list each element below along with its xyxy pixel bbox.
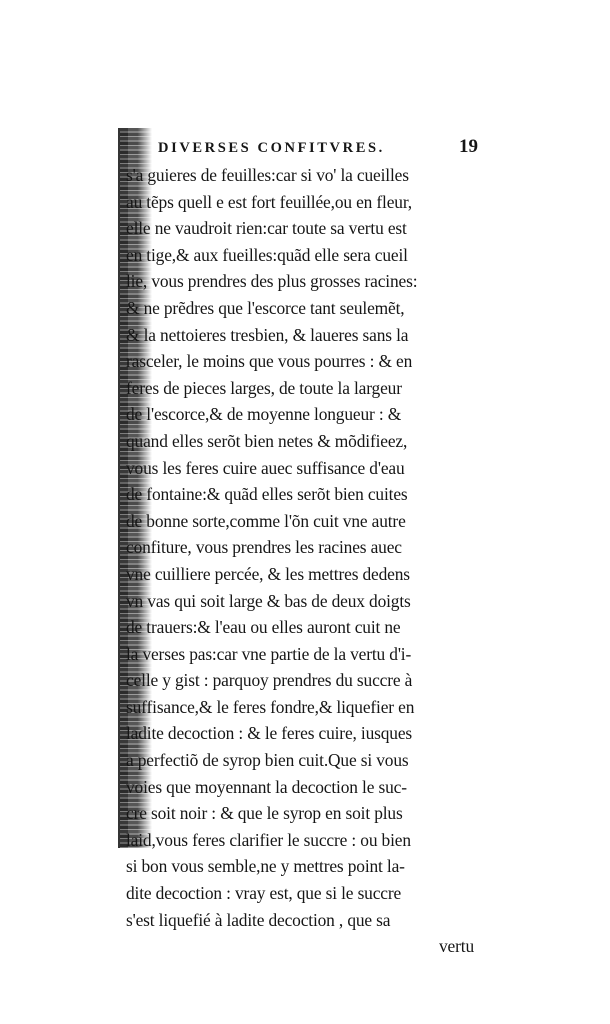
text-line: celle y gist : parquoy prendres du succre à [126,670,413,691]
text-line: cre soit noir : & que le syrop en soit plus [126,803,403,824]
text-line: dite decoction : vray est, que si le succre [126,883,402,904]
text-line: si bon vous semble,ne y mettres point la- [126,856,405,877]
text-line: la verses pas:car vne partie de la vertu d'i- [126,643,412,664]
text-line: feres de pieces larges, de toute la largeur [126,377,402,398]
page-number: 19 [459,136,478,157]
text-block [126,136,478,960]
catchword: vertu [439,936,474,957]
text-line: & ne prẽdres que l'escorce tant seulemẽt, [126,297,405,318]
text-line: en tige,& aux fueilles:quãd elle sera cueil [126,244,408,265]
text-line: de fontaine:& quãd elles serõt bien cuites [126,484,408,505]
text-line: s'a guieres de feuilles:car si vo' la cueilles [126,165,409,185]
text-line: de trauers:& l'eau ou elles auront cuit ne [126,617,401,638]
text-line: confiture, vous prendres les racines auec [126,537,402,558]
text-line: ladite decoction : & le feres cuire, iusques [126,723,413,744]
text-line: voies que moyennant la decoction le suc- [126,776,407,797]
text-line: rasceler, le moins que vous pourres : & en [126,351,413,372]
text-line: & la nettoieres tresbien, & laueres sans la [126,324,409,345]
text-line: au tẽps quell e est fort feuillée,ou en fleur, [126,191,412,212]
running-head [158,136,478,162]
text-line: elle ne vaudroit rien:car toute sa vertu est [126,218,407,239]
text-line: lie, vous prendres des plus grosses racines: [126,271,418,292]
text-line: de l'escorce,& de moyenne longueur : & [126,404,402,425]
text-line: a perfectiõ de syrop bien cuit.Que si vous [126,750,409,771]
text-line: de bonne sorte,comme l'õn cuit vne autre [126,510,406,531]
text-line: suffisance,& le feres fondre,& liquefier en [126,696,415,717]
text-line: s'est liquefié à ladite decoction , que sa [126,909,391,930]
text-line: vn vas qui soit large & bas de deux doigts [126,590,411,611]
running-title: DIVERSES CONFITVRES. [158,140,385,156]
text-lines [126,162,478,960]
text-line: vous les feres cuire auec suffisance d'eau [126,457,405,478]
text-line: laid,vous feres clarifier le succre : ou bien [126,829,411,850]
text-line: quand elles serõt bien netes & mõdifieez, [126,430,408,451]
text-line: vne cuilliere percée, & les mettres dedens [126,563,410,584]
